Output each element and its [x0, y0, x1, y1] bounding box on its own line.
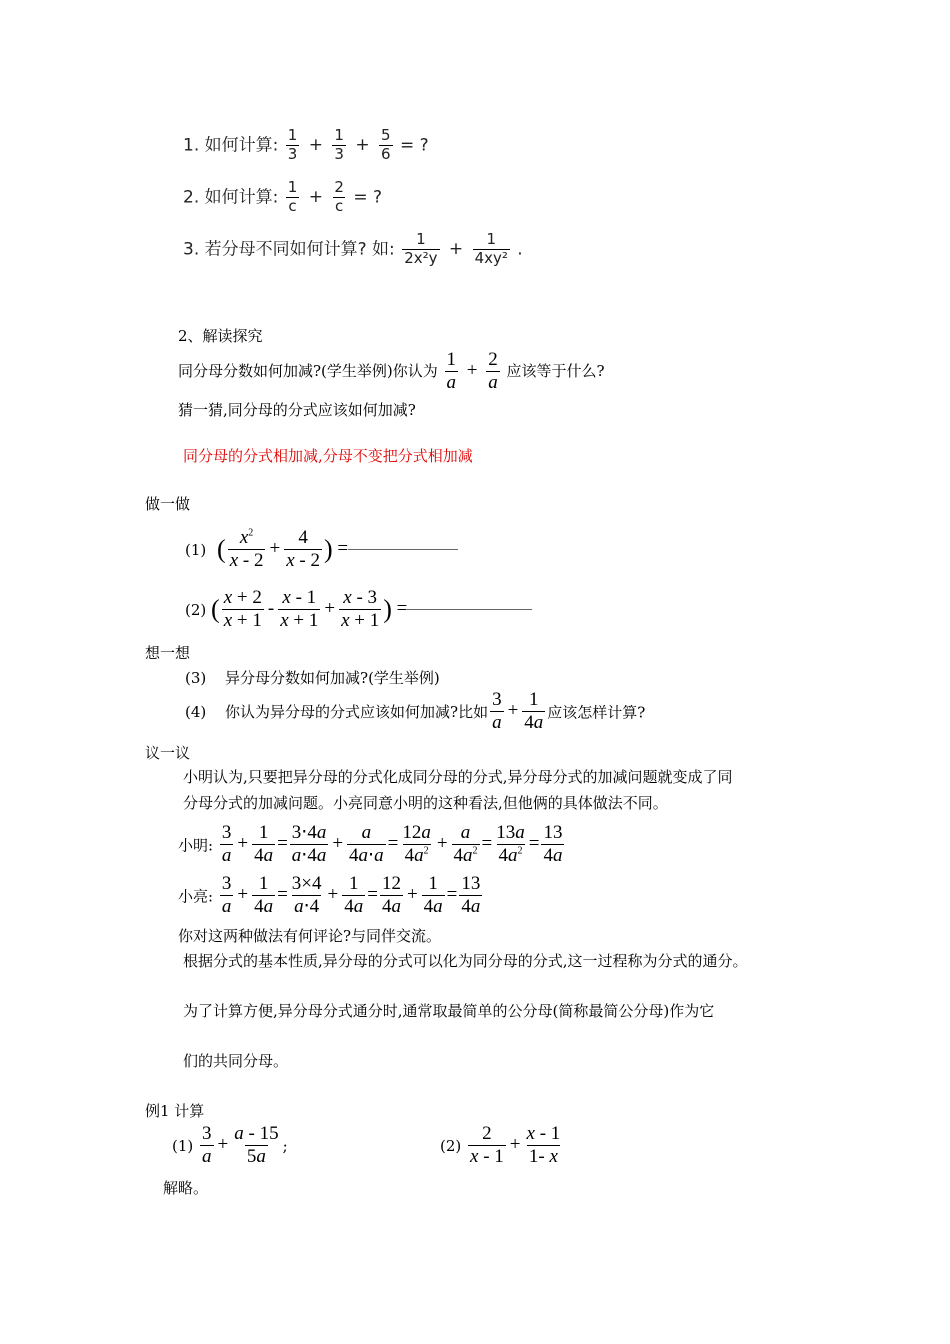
question-3: 3. 若分母不同如何计算? 如: $\frac{1}{\text{2x²y}}$ + $\frac{1}{\text{4xy²}}$ . [183, 230, 523, 267]
fraction: $\frac{x - 3}{x + 1}$ [341, 587, 380, 631]
example-problem-1: (1) $\frac{3}{a}$ + $\frac{a - 15}{5a}$ ; [172, 1123, 288, 1167]
practice-item-1: (1) ( $\frac{x^2}{x - 2}$ + $\frac{4}{x - 2}$ ) = [185, 528, 458, 571]
fraction: $\frac{1}{\text{2x²y}}$ [404, 230, 438, 267]
fraction: $\frac{2}{c}$ [334, 178, 344, 215]
explore-line-1: 同分母分数如何加减?(学生举例)你认为 $\frac{1}{a}$ + $\frac{2}{a}$ 应该等于什么? [178, 349, 605, 393]
fraction: $\frac{1}{3}$ [287, 126, 298, 163]
fraction: $\frac{x + 2}{x + 1}$ [223, 587, 262, 631]
property-statement: 根据分式的基本性质,异分母的分式可以化为同分母的分式,这一过程称为分式的通分。 [183, 952, 748, 970]
fraction: $\frac{2}{a}$ [488, 349, 498, 393]
fraction: $\frac{1}{a}$ [446, 349, 457, 393]
xiaoliang-method: 小亮: $\frac{3}{a}$ + $\frac{1}{4a}$ = $\frac{3\times 4}{a\cdot 4}$ + $\frac{1}{4a}$ = $\frac{12}{4a}$ + $\frac{1}{4a}$ = $\frac{13}{4a}$ [178, 873, 481, 917]
fraction: $\frac{4}{x - 2}$ [286, 527, 320, 571]
section-heading-discuss: 议一议 [145, 744, 191, 762]
fraction: $\frac{1}{c}$ [287, 178, 298, 215]
discuss-paragraph-2: 分母分式的加减问题。小亮同意小明的这种看法,但他俩的具体做法不同。 [183, 794, 668, 812]
fraction: $\frac{5}{6}$ [380, 126, 391, 163]
answer-blank[interactable] [348, 549, 458, 550]
xiaoming-method: 小明: $\frac{3}{a}$ + $\frac{1}{4a}$ = $\frac{3\cdot 4a}{a\cdot 4a}$ + $\frac{a}{4a\cdot a}$ = $\frac{12a}{4a^2}$ + $\frac{a}{4a^2}$ = $\frac{13a}{4a^2}$ = $\frac{13}{4a}$ [178, 822, 563, 866]
practice-item-2: (2) ( $\frac{x + 2}{x + 1}$ - $\frac{x - 1}{x + 1}$ + $\frac{x - 3}{x + 1}$ ) = [185, 588, 532, 631]
fraction: $\frac{1}{4a}$ [524, 689, 544, 733]
lcd-statement-1: 为了计算方便,异分母分式通分时,通常取最简单的公分母(简称最简公分母)作为它 [183, 1002, 715, 1020]
answer-blank[interactable] [407, 609, 532, 610]
explore-line-2: 猜一猜,同分母的分式应该如何加减? [178, 401, 416, 419]
lcd-statement-2: 们的共同分母。 [183, 1052, 289, 1070]
section-heading-explore: 2、解读探究 [178, 327, 263, 345]
section-heading-think: 想一想 [145, 644, 191, 662]
question-mark: = ? [353, 187, 382, 208]
question-1-label: 1. 如何计算: [183, 135, 279, 156]
fraction: $\frac{x - 1}{x + 1}$ [280, 587, 319, 631]
question-mark: = ? [399, 135, 429, 156]
section-heading-practice: 做一做 [145, 495, 191, 513]
fraction: $\frac{3}{a}$ [492, 689, 502, 733]
rule-highlight: 同分母的分式相加减,分母不变把分式相加减 [183, 447, 473, 465]
question-1: 1. 如何计算: $\frac{1}{3}$ + $\frac{1}{3}$ + $\frac{5}{6}$ = ? [183, 126, 429, 163]
example-heading: 例1 计算 [145, 1102, 205, 1120]
question-2-label: 2. 如何计算: [183, 187, 279, 208]
fraction: $\frac{x^2}{x - 2}$ [229, 527, 264, 571]
fraction: $\frac{1}{\text{4xy²}}$ [474, 230, 508, 267]
solution-note: 解略。 [163, 1179, 209, 1197]
think-item-4: (4) 你认为异分母的分式应该如何加减?比如 $\frac{3}{a}$ + $\frac{1}{4a}$ 应该怎样计算? [185, 689, 646, 733]
discuss-paragraph-1: 小明认为,只要把异分母的分式化成同分母的分式,异分母分式的加减问题就变成了同 [183, 768, 733, 786]
comment-line: 你对这两种做法有何评论?与同伴交流。 [178, 927, 442, 945]
think-item-3: (3) 异分母分数如何加减?(学生举例) [185, 669, 440, 687]
example-problem-2: (2) $\frac{2}{x - 1}$ + $\frac{x - 1}{1- x}$ [440, 1123, 561, 1167]
question-3-label: 3. 若分母不同如何计算? 如: [183, 239, 395, 260]
fraction: $\frac{1}{3}$ [334, 126, 344, 163]
question-2: 2. 如何计算: $\frac{1}{c}$ + $\frac{2}{c}$ = ? [183, 178, 382, 215]
